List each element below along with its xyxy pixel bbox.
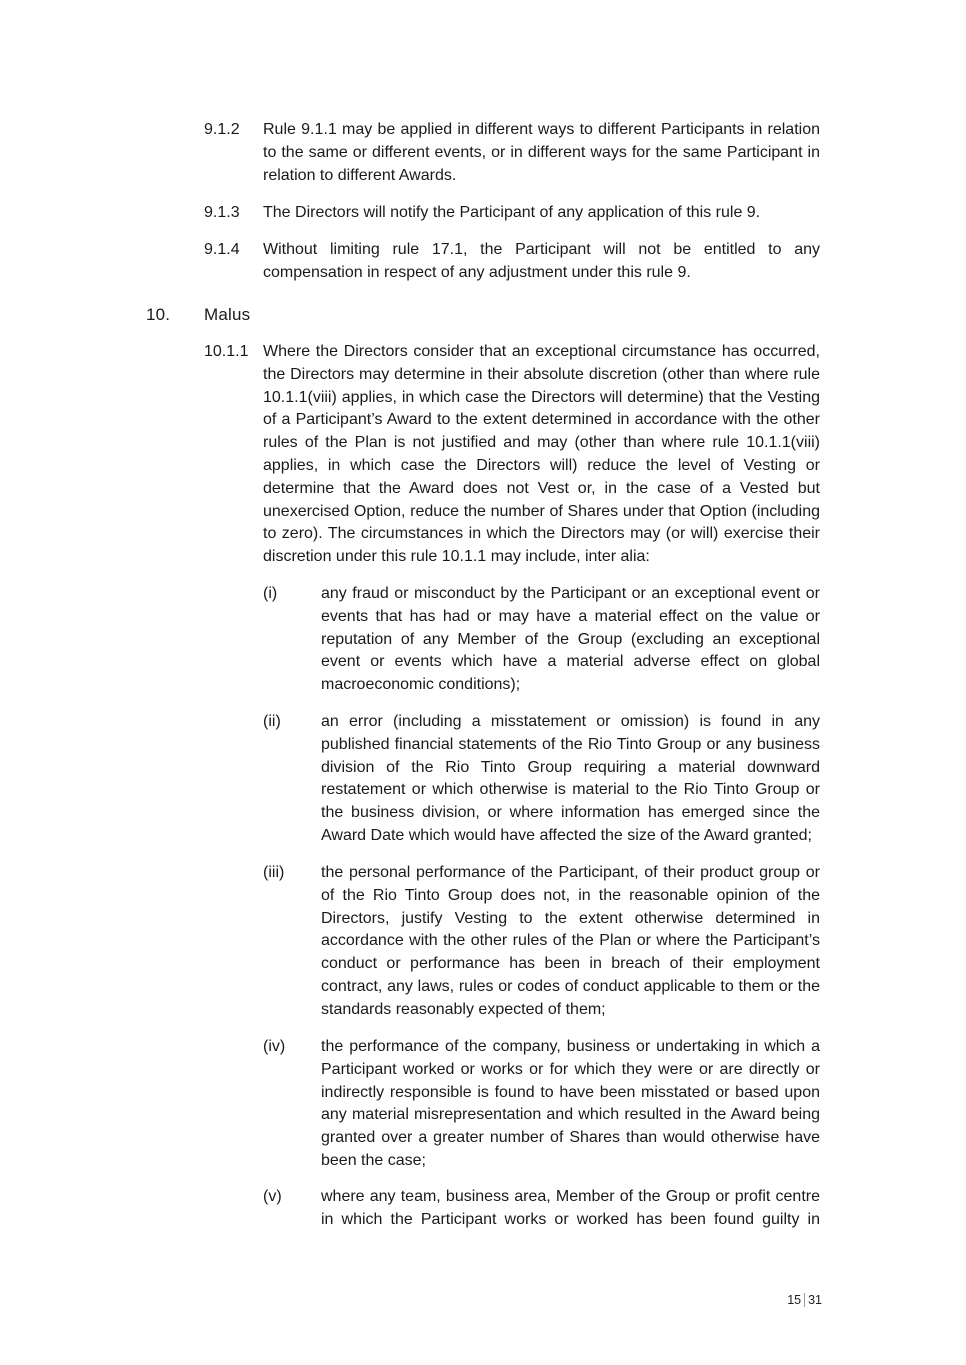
sub-item-label: (iv) bbox=[263, 1038, 286, 1055]
clause-text-9-1-4: Without limiting rule 17.1, the Participant will not be entitled to any compensation in respect of any adjustment under this rule 9. bbox=[263, 241, 820, 281]
page-number bbox=[770, 1292, 822, 1308]
clause-text-9-1-3: The Directors will notify the Participant of any application of this rule 9. bbox=[263, 204, 761, 221]
sub-item-text: the personal performance of the Participant, of their product group or of the Rio Tinto Group does not, in the reasonable opinion of the Directors, justify Vesting to the extent otherwise determined in accordance with the other rules of the Plan or where the Participant’s conduct or performance has been in breach of their employment contract, any laws, rules or codes of conduct applicable to them or the standards reasonably expected of them; bbox=[321, 864, 820, 1018]
sub-item-label: (v) bbox=[263, 1188, 282, 1205]
clause-number-9-1-4: 9.1.4 bbox=[204, 241, 240, 258]
clause-text-10-1-1: Where the Directors consider that an exceptional circumstance has occurred, the Directors may determine in their absolute discretion (other than where rule 10.1.1(viii) applies, in which case the Directors will determine) that the Vesting of a Participant’s Award to the extent determined in accordance with the other rules of the Plan is not justified and may (other than where rule 10.1.1(viii) applies, in which case the Directors will) reduce the level of Vesting or determine that the Award does not Vest or, in the case of a Vested but unexercised Option, reduce the number of Shares under that Option (including to zero). The circumstances in which the Directors may (or will) exercise their discretion under this rule 10.1.1 may include, inter alia: bbox=[263, 343, 820, 566]
sub-item-text: an error (including a misstatement or omission) is found in any published financial statements of the Rio Tinto Group or any business division of the Rio Tinto Group requiring a material downward restatement or which otherwise is material to the Rio Tinto Group or the business division, or where information has emerged since the Award Date which would have affected the size of the Award granted; bbox=[321, 713, 820, 844]
sub-item-text: where any team, business area, Member of the Group or profit centre in which the Participant works or worked has been found guilty in bbox=[321, 1188, 820, 1228]
sub-item-label: (i) bbox=[263, 585, 278, 602]
sub-item-text: the performance of the company, business or undertaking in which a Participant worked or works or for which they were or are directly or indirectly responsible is found to have been misstated or based upon any material misrepresentation and which resulted in the Award being granted over a greater number of Shares than would otherwise have been the case; bbox=[321, 1038, 820, 1169]
clause-number-9-1-3: 9.1.3 bbox=[204, 204, 240, 221]
sub-item-text: any fraud or misconduct by the Participant or an exceptional event or events that has had or may have a material effect on the value or reputation of any Member of the Group (excluding an exceptional event or events which have a material adverse effect on global macroeconomic conditions); bbox=[321, 585, 820, 694]
page-separator bbox=[804, 1293, 805, 1307]
clause-number-9-1-2: 9.1.2 bbox=[204, 121, 240, 138]
sub-item-label: (ii) bbox=[263, 713, 281, 730]
section-title: Malus bbox=[204, 305, 251, 324]
section-number: 10. bbox=[146, 305, 171, 324]
sub-item-label: (iii) bbox=[263, 864, 285, 881]
total-pages: 31 bbox=[808, 1293, 822, 1307]
clause-text-9-1-2: Rule 9.1.1 may be applied in different ways to different Participants in relation to the same or different events, or in different ways for the same Participant in relation to different Awards. bbox=[263, 121, 820, 184]
current-page: 15 bbox=[787, 1293, 802, 1307]
clause-number-10-1-1: 10.1.1 bbox=[204, 343, 249, 360]
